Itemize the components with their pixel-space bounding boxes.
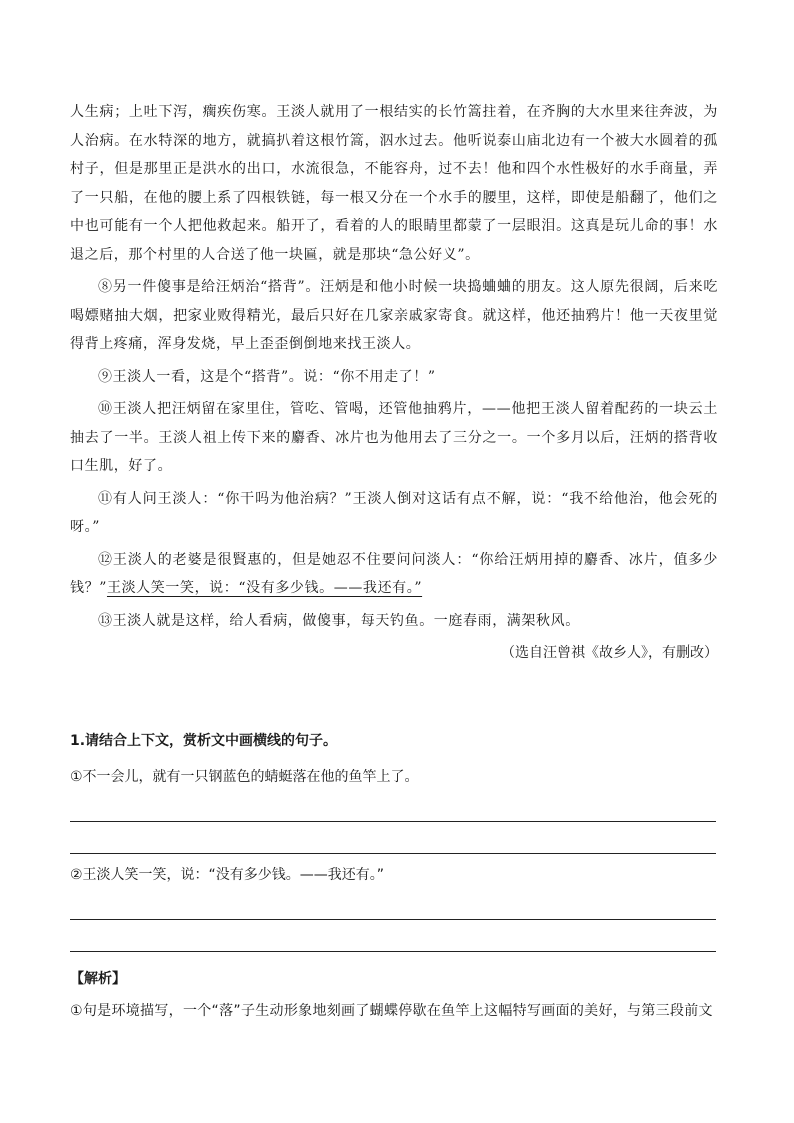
question-section: [70, 728, 716, 1024]
paragraph-8: ⑧另一件傻事是给汪炳治“搭背”。汪炳是和他小时候一块捣蛐蛐的朋友。这人原先很阔，后来吃喝嫖赌抽大烟，把家业败得精光，最后只好在几家亲戚家寄食。就这样，他还抽鸦片！他一天夜里觉得背上疼痛，浑身发烧，早上歪歪倒倒地来找王淡人。: [70, 279, 718, 352]
paragraph-13: ⑬王淡人就是这样，给人看病，做傻事，每天钓鱼。一庭春雨，满架秋风。: [98, 612, 580, 629]
paragraph-continuation: 人生病；上吐下泻，瘸疾伤寒。王淡人就用了一根结实的长竹篙拄着，在齐胸的大水里来往奔波，为人治病。在水特深的地方，就搞扒着这根竹篙，泅水过去。他听说泰山庙北边有一个被大水圆着的孤村子，但是那里正是洪水的出口，水流很急，不能容舟，过不去！他和四个水性极好的水手商量，弄了一只船，在他的腰上系了四根铁链，每一根又分在一个水手的腰里，这样，即使是船翻了，他们之中也可能有一个人把他救起来。船开了，看着的人的眼睛里都蒙了一层眼泪。这真是玩儿命的事！水退之后，那个村里的人合送了他一块匾，就是那块“急公好义”。: [70, 104, 718, 263]
analysis-text: ①句是环境描写，一个“落”子生动形象地刻画了蝴蝶停歇在鱼竿上这幅特写画面的美好，与第三段前文: [70, 1003, 713, 1019]
answer-line[interactable]: [70, 790, 716, 822]
answer-line[interactable]: [70, 888, 716, 920]
underlined-sentence: 王淡人笑一笑，说：“没有多少钱。——我还有。”: [106, 580, 423, 596]
paragraph-10: ⑩王淡人把汪炳留在家里住，管吃、管喝，还管他抽鸦片，——他把王淡人留着配药的一块云土抽去了一半。王淡人祖上传下来的麝香、冰片也为他用去了三分之一。一个多月以后，汪炳的搭背收口生肌，好了。: [70, 401, 718, 474]
analysis-heading: 【解析】: [70, 971, 126, 987]
answer-line[interactable]: [70, 920, 716, 952]
paragraph-12-text: ⑫王淡人的老婆是很賢惠的，但是她忍不住要问问淡人：“你给汪炳用掉的麝香、冰片，值多少钱？”: [70, 551, 718, 596]
source-citation: （选自汪曾祺《故乡人》，有删改）: [501, 645, 718, 661]
paragraph-11: ⑪有人问王淡人：“你干吗为他治病？”王淡人倒对这话有点不解，说：“我不给他治，他会死的呀。”: [70, 490, 718, 535]
paragraph-9: ⑨王淡人一看，这是个“搭背”。说：“你不用走了！”: [98, 368, 436, 385]
sub-question-1: ①不一会儿，就有一只钢蓝色的蜻蜓落在他的鱼竿上了。: [70, 769, 419, 785]
question-title: 1.请结合上下文，赏析文中画横线的句子。: [70, 733, 338, 749]
reading-passage: [70, 98, 718, 667]
answer-line[interactable]: [70, 822, 716, 854]
paragraph-12: [70, 546, 718, 603]
sub-question-2: ②王淡人笑一笑，说：“没有多少钱。——我还有。”: [70, 867, 385, 883]
